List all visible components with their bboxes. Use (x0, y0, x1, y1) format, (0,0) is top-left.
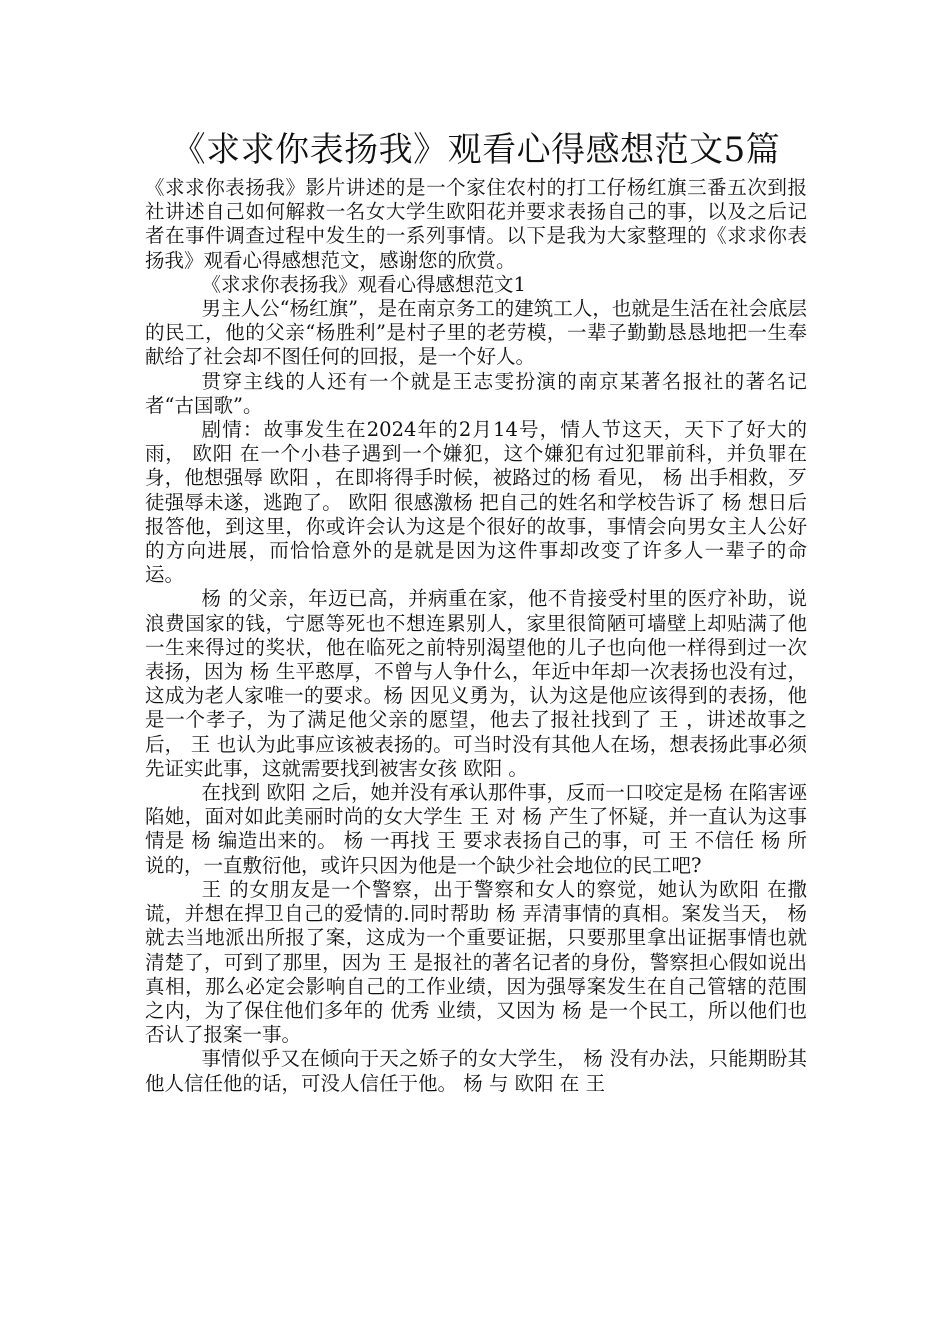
intro-paragraph: 《求求你表扬我》影片讲述的是一个家住农村的打工仔杨红旗三番五次到报社讲述自己如何解救一名女大学生欧阳花并要求表扬自己的事，以及之后记者在事件调查过程中发生的一系列事情。以下是我为大家整理的《求求你表扬我》观看心得感想范文，感谢您的欣赏。 (145, 176, 807, 272)
body-paragraph: 男主人公“杨红旗”，是在南京务工的建筑工人，也就是生活在社会底层的民工，他的父亲“杨胜利”是村子里的老劳模，一辈子勤勤恳恳地把一生奉献给了社会却不图任何的回报，是一个好人。 (145, 297, 807, 369)
body-paragraph: 在找到 欧阳 之后，她并没有承认那件事，反而一口咬定是杨 在陷害诬陷她，面对如此美丽时尚的女大学生 王 对 杨 产生了怀疑，并一直认为这事情是 杨 编造出来的。 杨 一再找 王 要求表扬自己的事，可 王 不信任 杨 所说的，一直敷衍他，或许只因为他是一个缺少社会地位的民工吧? (145, 781, 807, 877)
body-paragraph: 贯穿主线的人还有一个就是王志雯扮演的南京某著名报社的著名记者“古国歌”。 (145, 369, 807, 417)
body-paragraph: 杨 的父亲，年迈已高，并病重在家，他不肯接受村里的医疗补助，说浪费国家的钱，宁愿等死也不想连累别人，家里很简陋可墙壁上却贴满了他一生来得过的奖状，他在临死之前特别渴望他的儿子也向他一样得到过一次表扬，因为 杨 生平憨厚，不曾与人争什么，年近中年却一次表扬也没有过，这成为老人家唯一的要求。杨 因见义勇为，认为这是他应该得到的表扬，他是一个孝子，为了满足他父亲的愿望，他去了报社找到了 王 ，讲述故事之后， 王 也认为此事应该被表扬的。可当时没有其他人在场，想表扬此事必须先证实此事，这就需要找到被害女孩 欧阳 。 (145, 587, 807, 780)
body-paragraph: 剧情：故事发生在2024年的2月14号，情人节这天，天下了好大的雨， 欧阳 在一个小巷子遇到一个嫌犯，这个嫌犯有过犯罪前科，并负罪在身，他想强辱 欧阳 ，在即将得手时候，被路过的杨 看见， 杨 出手相救，歹徒强辱未遂，逃跑了。 欧阳 很感激杨 把自己的姓名和学校告诉了 杨 想日后报答他，到这里，你或许会认为这是个很好的故事，事情会向男女主人公好的方向进展，而恰恰意外的是就是因为这件事却改变了许多人一辈子的命运。 (145, 418, 807, 587)
body-paragraph: 事情似乎又在倾向于天之娇子的女大学生， 杨 没有办法，只能期盼其他人信任他的话，可没人信任于他。 杨 与 欧阳 在 王 (145, 1047, 807, 1095)
document-title: 《求求你表扬我》观看心得感想范文5篇 (171, 130, 781, 170)
section-heading: 《求求你表扬我》观看心得感想范文1 (201, 272, 526, 296)
body-paragraph: 王 的女朋友是一个警察，出于警察和女人的察觉，她认为欧阳 在撒谎，并想在捍卫自己的爱情的.同时帮助 杨 弄清事情的真相。案发当天， 杨 就去当地派出所报了案，这成为一个重要证据，只要那里拿出证据事情也就清楚了，可到了那里，因为 王 是报社的著名记者的身份，警察担心假如说出真相，那么必定会影响自己的工作业绩，因为强辱案发生在自己管辖的范围之内，为了保住他们多年的 优秀 业绩，又因为 杨 是一个民工，所以他们也否认了报案一事。 (145, 877, 807, 1047)
document-page (145, 128, 807, 1096)
